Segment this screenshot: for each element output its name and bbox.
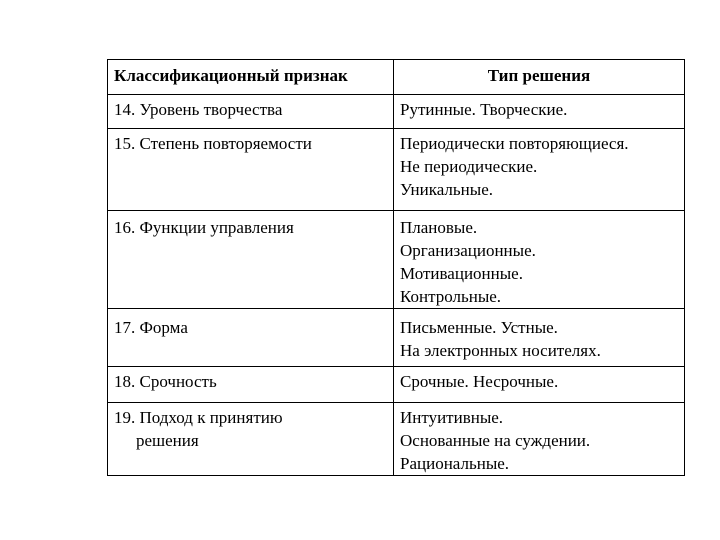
decision-type-text: Рутинные. Творческие. — [400, 100, 568, 119]
criterion-text: 16. Функции управления — [114, 218, 294, 237]
criterion-cell — [108, 403, 394, 476]
decision-type-text: Рациональные. — [400, 454, 510, 473]
table-row — [108, 129, 685, 211]
criterion-cell — [108, 309, 394, 367]
criterion-text: решения — [136, 431, 199, 450]
decision-types-cell — [394, 309, 685, 367]
classification-table — [107, 59, 685, 476]
criterion-cell — [108, 211, 394, 309]
decision-type-text: Срочные. Несрочные. — [400, 372, 559, 391]
criterion-cell — [108, 129, 394, 211]
decision-type-text: Организационные. — [400, 241, 536, 260]
header-decision-type: Тип решения — [394, 60, 685, 95]
table-row — [108, 95, 685, 129]
decision-type-text: Не периодические. — [400, 157, 538, 176]
decision-type-text: Уникальные. — [400, 180, 493, 199]
table-row — [108, 309, 685, 367]
criterion-text: 15. Степень повторяемости — [114, 134, 312, 153]
decision-type-text: Мотивационные. — [400, 264, 523, 283]
criterion-text: 17. Форма — [114, 318, 188, 337]
decision-types-cell — [394, 403, 685, 476]
criterion-cell — [108, 367, 394, 403]
decision-type-text: Контрольные. — [400, 287, 502, 306]
decision-type-text: Периодически повторяющиеся. — [400, 134, 629, 153]
decision-type-text: Интуитивные. — [400, 408, 504, 427]
header-criterion: Классификационный признак — [108, 60, 394, 95]
decision-types-cell — [394, 367, 685, 403]
criterion-cell — [108, 95, 394, 129]
decision-type-text: Плановые. — [400, 218, 478, 237]
table-header-row — [108, 60, 685, 95]
decision-type-text: На электронных носителях. — [400, 341, 601, 360]
table-row — [108, 367, 685, 403]
table-row — [108, 403, 685, 476]
decision-types-cell — [394, 129, 685, 211]
decision-type-text: Письменные. Устные. — [400, 318, 558, 337]
table-row — [108, 211, 685, 309]
decision-types-cell — [394, 95, 685, 129]
criterion-text: 19. Подход к принятию — [114, 408, 283, 427]
decision-types-cell — [394, 211, 685, 309]
criterion-text: 18. Срочность — [114, 372, 217, 391]
criterion-text: 14. Уровень творчества — [114, 100, 283, 119]
decision-type-text: Основанные на суждении. — [400, 431, 591, 450]
